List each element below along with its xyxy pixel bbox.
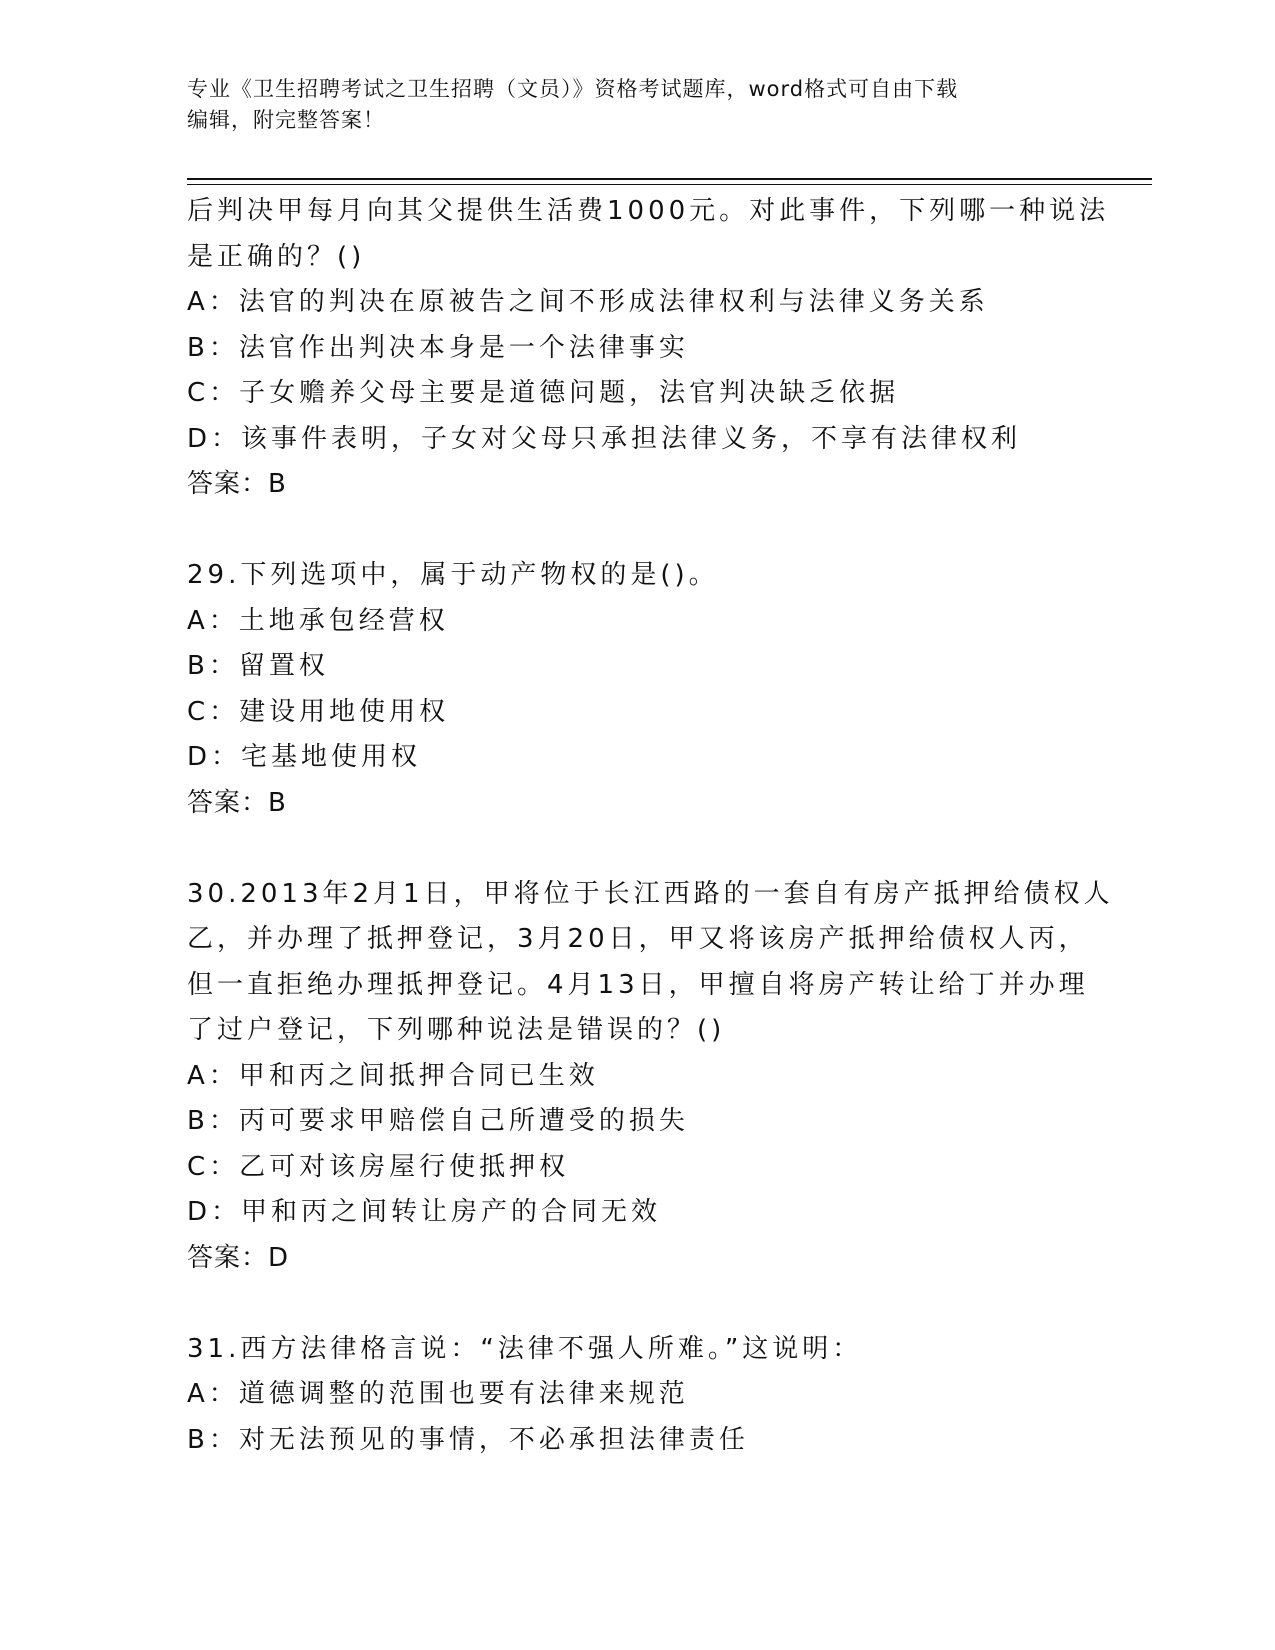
option-c: C：建设用地使用权 xyxy=(187,696,450,727)
option-b: B：留置权 xyxy=(187,651,329,681)
option-c: C：子女赡养父母主要是道德问题，法官判决缺乏依据 xyxy=(187,378,900,408)
question-29 xyxy=(187,553,1117,826)
question-stem-line: 29.下列选项中，属于动产物权的是()。 xyxy=(187,560,719,590)
answer: 答案：D xyxy=(187,1242,290,1273)
answer: 答案：B xyxy=(187,469,287,499)
question-stem-line: 但一直拒绝办理抵押登记。4月13日，甲擅自将房产转让给丁并办理 xyxy=(187,969,1089,1000)
option-b: B：法官作出判决本身是一个法律事实 xyxy=(187,332,689,363)
question-stem-line: 是正确的？() xyxy=(187,241,366,272)
question-stem-line: 后判决甲每月向其父提供生活费1000元。对此事件，下列哪一种说法 xyxy=(187,196,1110,226)
header-divider-thick xyxy=(187,178,1152,180)
page-header xyxy=(187,74,1087,136)
question-stem-line: 乙，并办理了抵押登记，3月20日，甲又将该房产抵押给债权人丙， xyxy=(187,924,1089,954)
header-line-2: 编辑，附完整答案！ xyxy=(187,108,385,132)
question-stem-line: 了过户登记，下列哪种说法是错误的？() xyxy=(187,1015,726,1045)
option-b: B：丙可要求甲赔偿自己所遭受的损失 xyxy=(187,1106,689,1136)
option-a: A：土地承包经营权 xyxy=(187,605,449,636)
option-b: B：对无法预见的事情，不必承担法律责任 xyxy=(187,1424,749,1455)
option-c: C：乙可对该房屋行使抵押权 xyxy=(187,1151,570,1182)
option-a: A：甲和丙之间抵押合同已生效 xyxy=(187,1060,599,1091)
option-a: A：法官的判决在原被告之间不形成法律权利与法律义务关系 xyxy=(187,287,989,317)
question-content xyxy=(187,189,1117,1463)
question-31 xyxy=(187,1327,1117,1464)
option-d: D：宅基地使用权 xyxy=(187,742,422,772)
header-line-1: 专业《卫生招聘考试之卫生招聘（文员）》资格考试题库，word格式可自由下载 xyxy=(187,77,959,101)
question-30 xyxy=(187,872,1117,1282)
spacer xyxy=(187,1281,1117,1327)
question-28 xyxy=(187,189,1117,508)
question-stem-line: 30.2013年2月1日，甲将位于长江西路的一套自有房产抵押给债权人 xyxy=(187,878,1114,909)
option-a: A：道德调整的范围也要有法律来规范 xyxy=(187,1379,689,1409)
option-d: D：甲和丙之间转让房产的合同无效 xyxy=(187,1197,662,1227)
spacer xyxy=(187,826,1117,872)
spacer xyxy=(187,508,1117,554)
header-divider-thin xyxy=(187,184,1152,185)
option-d: D：该事件表明，子女对父母只承担法律义务，不享有法律权利 xyxy=(187,423,1022,454)
answer: 答案：B xyxy=(187,787,287,818)
question-stem-line: 31.西方法律格言说：“法律不强人所难。”这说明： xyxy=(187,1333,863,1364)
